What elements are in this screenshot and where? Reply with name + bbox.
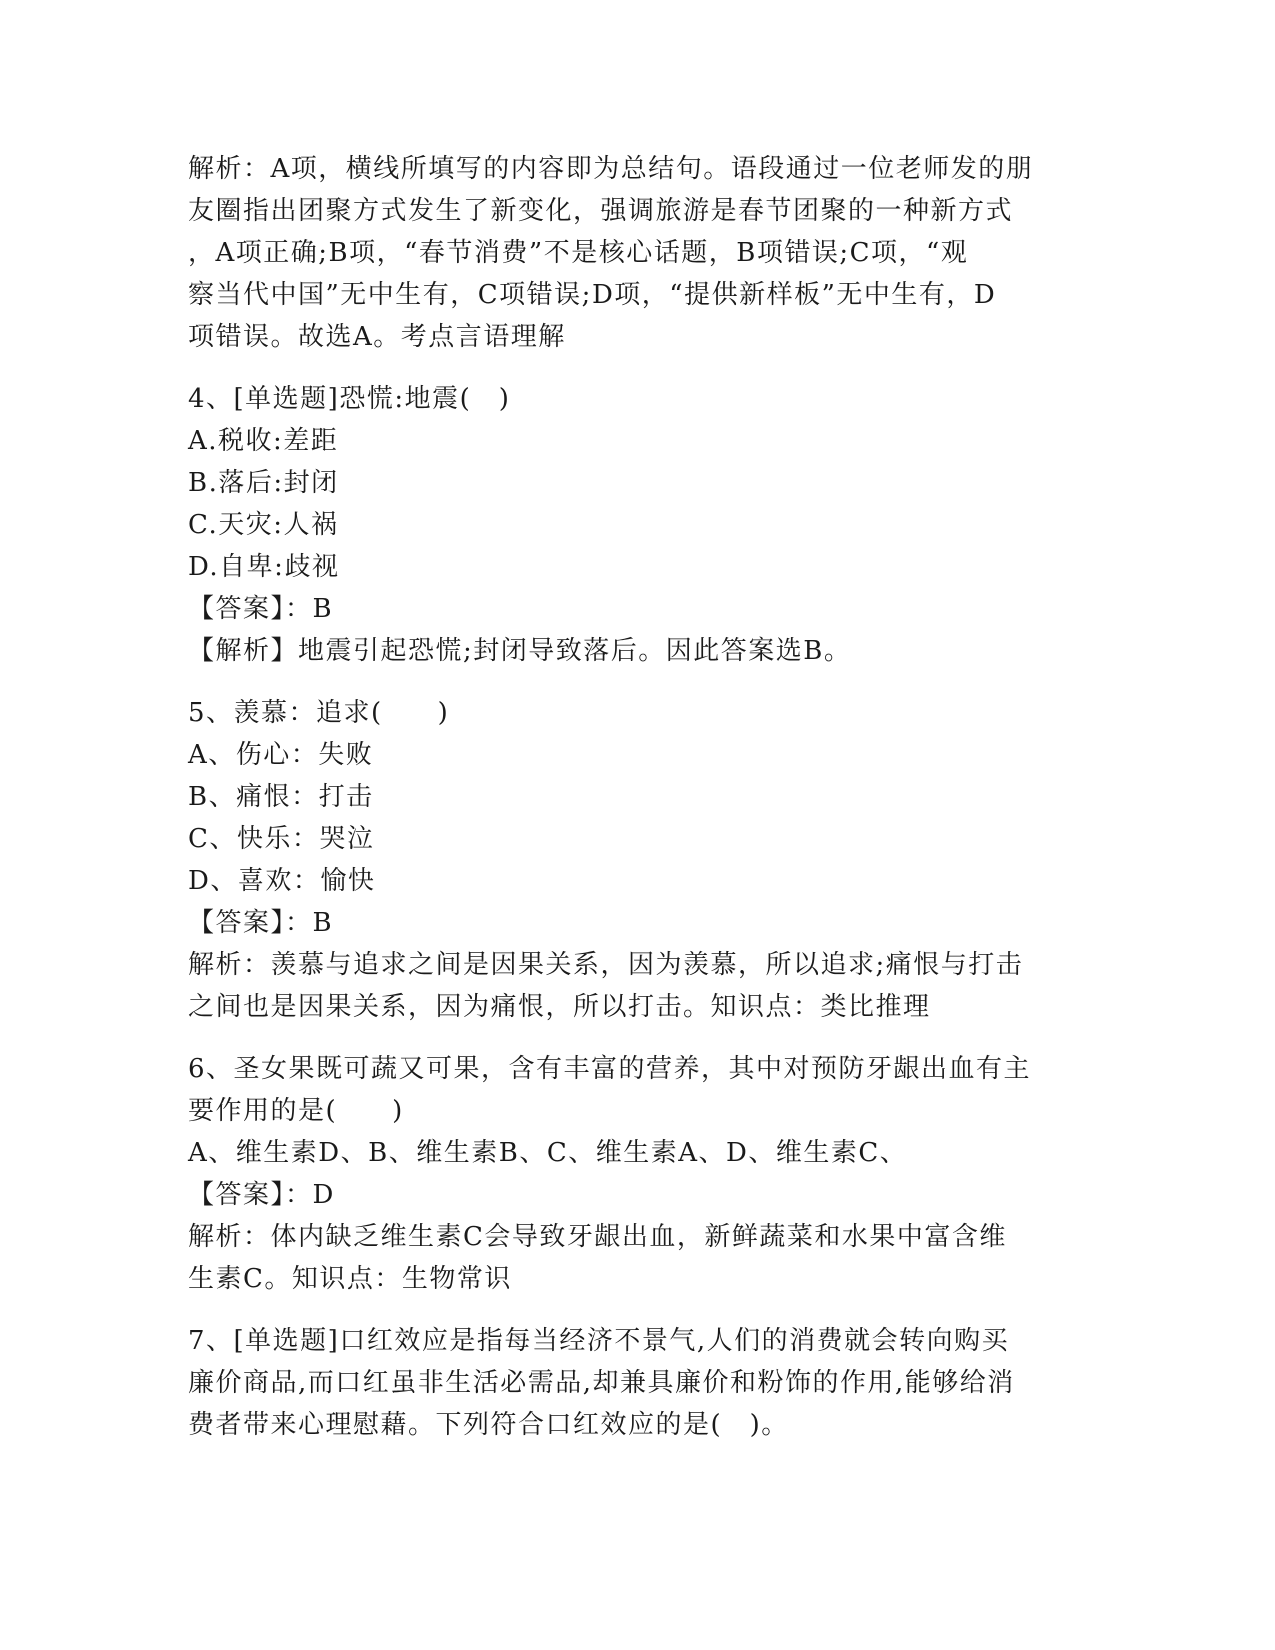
question-stem: 费者带来心理慰藉。下列符合口红效应的是( )。	[188, 1410, 789, 1440]
text-line: ，A项正确;B项，“春节消费”不是核心话题，B项错误;C项，“观	[188, 238, 969, 268]
text-line: 友圈指出团聚方式发生了新变化，强调旅游是春节团聚的一种新方式	[188, 196, 1014, 226]
question-7	[188, 1320, 1088, 1446]
answer: 【答案】：B	[188, 908, 334, 938]
explanation: 解析：体内缺乏维生素C会导致牙龈出血，新鲜蔬菜和水果中富含维	[188, 1222, 1007, 1252]
explanation: 之间也是因果关系，因为痛恨，所以打击。知识点：类比推理	[188, 992, 931, 1022]
explanation: 【解析】地震引起恐慌;封闭导致落后。因此答案选B。	[188, 636, 852, 666]
option-c: C.天灾:人祸	[188, 510, 339, 540]
spacer	[188, 358, 1088, 378]
question-stem: 廉价商品,而口红虽非生活必需品,却兼具廉价和粉饰的作用,能够给消	[188, 1368, 1015, 1398]
explanation: 解析：羡慕与追求之间是因果关系，因为羡慕，所以追求;痛恨与打击	[188, 950, 1024, 980]
option-c: C、快乐：哭泣	[188, 824, 375, 854]
spacer	[188, 1300, 1088, 1320]
question-stem: 7、[单选题]口红效应是指每当经济不景气,人们的消费就会转向购买	[188, 1326, 1010, 1356]
question-stem: 要作用的是( )	[188, 1096, 404, 1126]
question-stem: 4、[单选题]恐慌:地震( )	[188, 384, 511, 414]
option-d: D.自卑:歧视	[188, 552, 340, 582]
question-4	[188, 378, 1088, 672]
text-line: 察当代中国”无中生有，C项错误;D项，“提供新样板”无中生有，D	[188, 280, 997, 310]
answer: 【答案】：B	[188, 594, 334, 624]
option-a: A、伤心：失败	[188, 740, 374, 770]
text-line: 解析：A项，横线所填写的内容即为总结句。语段通过一位老师发的朋	[188, 154, 1034, 184]
answer: 【答案】：D	[188, 1180, 335, 1210]
explanation: 生素C。知识点：生物常识	[188, 1264, 512, 1294]
text-line: 项错误。故选A。考点言语理解	[188, 322, 566, 352]
question-stem: 5、羡慕：追求( )	[188, 698, 450, 728]
question-5	[188, 692, 1088, 1028]
spacer	[188, 1028, 1088, 1048]
question-6	[188, 1048, 1088, 1300]
option-b: B.落后:封闭	[188, 468, 339, 498]
option-d: D、喜欢：愉快	[188, 866, 376, 896]
question-stem: 6、圣女果既可蔬又可果，含有丰富的营养，其中对预防牙龈出血有主	[188, 1054, 1032, 1084]
option-a: A.税收:差距	[188, 426, 339, 456]
option-b: B、痛恨：打击	[188, 782, 374, 812]
document-page	[188, 148, 1088, 1446]
options: A、维生素D、B、维生素B、C、维生素A、D、维生素C、	[188, 1138, 908, 1168]
spacer	[188, 672, 1088, 692]
explanation-q3	[188, 148, 1088, 358]
